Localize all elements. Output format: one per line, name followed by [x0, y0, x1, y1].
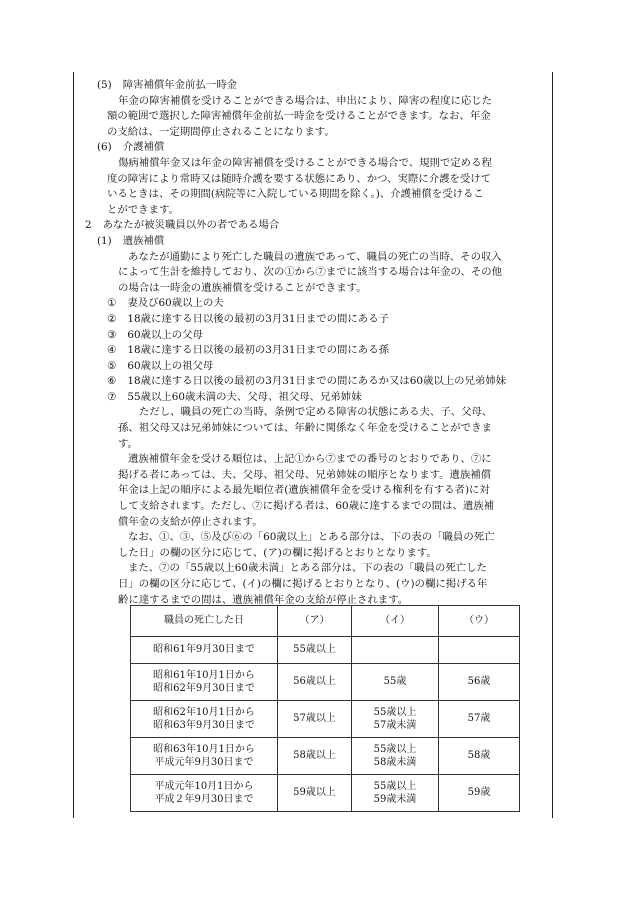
line-text: いるときは、その期間(病院等に入院している期間を除く。)、介護補償を受けるこ	[107, 188, 484, 201]
item-number: 2	[85, 219, 92, 232]
line-text: あなたが被災職員以外の者である場合	[102, 219, 280, 232]
table-row	[131, 775, 520, 812]
text-line	[85, 94, 547, 110]
text-line	[85, 421, 547, 437]
document-body	[85, 78, 547, 608]
text-line	[85, 250, 547, 266]
item-number: (5)	[97, 79, 112, 91]
text-line	[85, 265, 547, 281]
line-text: 掲げる者にあっては、夫、父母、祖父母、兄弟姉妹の順序となります。遺族補償	[118, 468, 492, 481]
line-text: 日」の欄の区分に応じて、(イ)の欄に掲げるとおりとなり、(ウ)の欄に掲げる年	[118, 578, 488, 590]
range-line: 55歳以上	[373, 780, 417, 792]
text-line	[85, 312, 547, 328]
line-text: 遺族補償	[122, 234, 165, 247]
text-line	[85, 172, 547, 188]
line-text: 償年金の支給が停止されます。	[118, 515, 263, 528]
text-line	[85, 343, 547, 359]
date-line: 昭和62年9月30日まで	[153, 683, 255, 694]
item-number: ⑥	[107, 375, 117, 388]
line-text: の場合は一時金の遺族補償を受けることができます。	[118, 281, 367, 294]
table-row	[131, 738, 520, 775]
cell-date	[131, 701, 278, 738]
text-line	[85, 374, 547, 390]
cell-u: 58歳	[439, 738, 520, 775]
text-line	[85, 437, 547, 453]
cell-i	[352, 775, 439, 812]
item-number: ⑦	[107, 390, 117, 403]
date-line: 昭和62年10月1日から	[153, 706, 255, 718]
item-number: (1)	[97, 234, 112, 247]
line-text: によって生計を維持しており、次の①から⑦までに該当する場合は年金の、その他	[118, 266, 503, 279]
line-text: の支給は、一定期間停止されることになります。	[107, 125, 335, 138]
date-line: 平成元年10月1日から	[154, 780, 254, 792]
text-line	[85, 405, 547, 421]
text-line	[85, 452, 547, 468]
header-a: （ア）	[278, 606, 352, 637]
line-text: 18歳に達する日以後の最初の3月31日までの間にあるか又は60歳以上の兄弟姉妹	[127, 375, 507, 388]
range-line: 58歳未満	[373, 757, 417, 768]
range-line: 59歳未満	[373, 794, 417, 805]
text-line	[85, 468, 547, 484]
text-line	[85, 109, 547, 125]
cell-date	[131, 664, 278, 701]
cell-u: 59歳	[439, 775, 520, 812]
date-line: 昭和61年10月1日から	[153, 669, 255, 681]
table-header-row	[131, 606, 520, 637]
cell-a: 58歳以上	[278, 738, 352, 775]
item-number: ②	[107, 312, 117, 325]
line-text: また、⑦の「55歳以上60歳未満」とある部分は、下の表の「職員の死亡した	[128, 562, 487, 575]
text-line	[85, 515, 547, 531]
cell-date	[131, 637, 278, 664]
line-text: 介護補償	[122, 141, 165, 154]
text-line	[85, 530, 547, 546]
cell-u: 56歳	[439, 664, 520, 701]
text-line	[85, 140, 547, 156]
text-line	[85, 234, 547, 250]
line-text: ただし、職員の死亡の当時、条例で定める障害の状態にある夫、子、父母、	[139, 406, 493, 419]
line-text: 傷病補償年金又は年金の障害補償を受けることができる場合で、規則で定める程	[118, 156, 492, 169]
table-row	[131, 701, 520, 738]
line-text: 18歳に達する日以後の最初の3月31日までの間にある孫	[127, 344, 389, 357]
text-line	[85, 359, 547, 375]
date-line: 昭和63年9月30日まで	[153, 720, 255, 731]
header-u: （ウ）	[439, 606, 520, 637]
text-line	[85, 483, 547, 499]
text-line	[85, 577, 547, 593]
line-text: 年金の障害補償を受けることができる場合は、申出により、障害の程度に応じた	[118, 94, 493, 107]
text-line	[85, 561, 547, 577]
cell-a: 59歳以上	[278, 775, 352, 812]
item-number: ①	[107, 297, 117, 310]
table-row	[131, 637, 520, 664]
text-line	[85, 156, 547, 172]
cell-a: 55歳以上	[278, 637, 352, 664]
header-death-date: 職員の死亡した日	[131, 606, 278, 637]
line-text: 60歳以上の父母	[127, 328, 203, 341]
line-text: 18歳に達する日以後の最初の3月31日までの間にある子	[127, 312, 389, 325]
cell-u: 57歳	[439, 701, 520, 738]
range-line: 55歳以上	[373, 743, 417, 755]
cell-i: 55歳	[352, 664, 439, 701]
cell-i	[352, 738, 439, 775]
cell-a: 57歳以上	[278, 701, 352, 738]
line-text: 障害補償年金前払一時金	[122, 79, 238, 91]
line-text: 孫、祖父母又は兄弟姉妹については、年齢に関係なく年金を受けることができま	[118, 422, 492, 435]
line-text: 55歳以上60歳未満の夫、父母、祖父母、兄弟姉妹	[127, 390, 362, 403]
text-line	[85, 281, 547, 297]
item-number: ④	[107, 344, 117, 357]
text-line	[85, 546, 547, 562]
line-text: 遺族補償年金を受ける順位は、上記①から⑦までの番号のとおりであり、⑦に	[128, 453, 492, 466]
item-number: ③	[107, 328, 117, 341]
line-text: なお、①、③、⑤及び⑥の「60歳以上」とある部分は、下の表の「職員の死亡	[128, 531, 495, 544]
line-text: 60歳以上の祖父母	[127, 359, 214, 372]
header-i: （イ）	[352, 606, 439, 637]
date-line: 昭和63年10月1日から	[153, 743, 255, 755]
line-text: 度の障害により常時又は随時介護を要する状態にあり、かつ、実際に介護を受けて	[107, 172, 492, 185]
text-line	[85, 125, 547, 141]
date-line: 平成２年9月30日まで	[154, 794, 254, 805]
cell-date	[131, 738, 278, 775]
age-table	[130, 605, 520, 812]
cell-u	[439, 637, 520, 664]
cell-a: 56歳以上	[278, 664, 352, 701]
line-text: 年金は上記の順序による最先順位者(遺族補償年金を受ける権利を有する者)に対	[118, 484, 490, 497]
line-text: して支給されます。ただし、⑦に掲げる者は、60歳に達するまでの間は、遺族補	[118, 500, 495, 513]
item-number: ⑤	[107, 359, 117, 372]
text-line	[85, 78, 547, 94]
line-text: す。	[118, 437, 138, 450]
text-line	[85, 296, 547, 312]
item-number: (6)	[97, 141, 112, 154]
date-line: 昭和61年9月30日まで	[153, 644, 255, 656]
line-text: した日」の欄の区分に応じて、(ア)の欄に掲げるとおりとなります。	[118, 546, 437, 559]
text-line	[85, 499, 547, 515]
table-row	[131, 664, 520, 701]
text-line	[85, 203, 547, 219]
range-line: 55歳以上	[373, 706, 417, 718]
text-line	[85, 390, 547, 406]
line-text: 額の範囲で選択した障害補償年金前払一時金を受けることができます。なお、年金	[107, 110, 491, 123]
text-line	[85, 218, 547, 234]
cell-date	[131, 775, 278, 812]
line-text: あなたが通勤により死亡した職員の遺族であって、職員の死亡の当時、その収入	[128, 250, 502, 263]
text-line	[85, 187, 547, 203]
cell-i	[352, 701, 439, 738]
range-line: 57歳未満	[373, 720, 417, 731]
line-text: 齢に達するまでの間は、遺族補償年金の支給が停止されます。	[118, 593, 409, 606]
date-line: 平成元年9月30日まで	[154, 757, 254, 768]
line-text: 妻及び60歳以上の夫	[127, 297, 224, 310]
line-text: とができます。	[107, 203, 179, 216]
cell-i	[352, 637, 439, 664]
text-line	[85, 328, 547, 344]
